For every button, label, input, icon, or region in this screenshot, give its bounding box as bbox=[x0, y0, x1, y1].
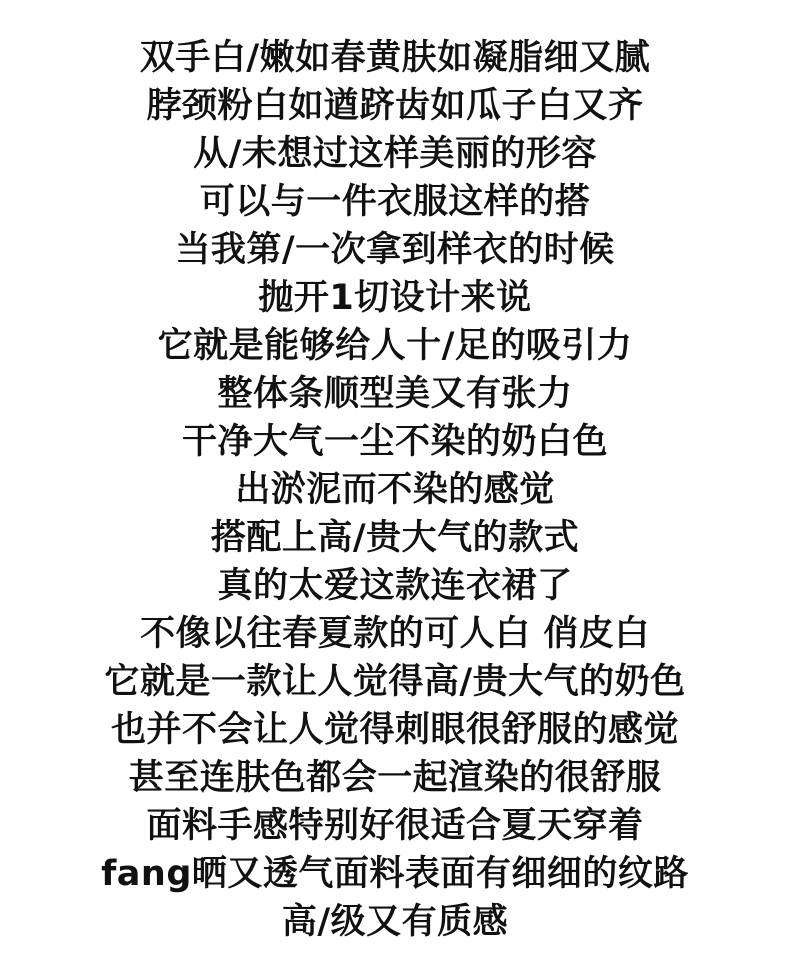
text-line: 可以与一件衣服这样的搭 bbox=[199, 182, 591, 222]
text-line: 出淤泥而不染的感觉 bbox=[235, 470, 555, 510]
text-line: 也并不会让人觉得刺眼很舒服的感觉 bbox=[110, 710, 679, 750]
text-line: 从/未想过这样美丽的形容 bbox=[193, 134, 597, 174]
text-line: 不像以往春夏款的可人白 俏皮白 bbox=[140, 614, 650, 654]
text-line: 甚至连肤色都会一起渲染的很舒服 bbox=[128, 758, 662, 798]
text-line: 真的太爱这款连衣裙了 bbox=[217, 566, 573, 606]
text-line: 搭配上高/贵大气的款式 bbox=[210, 518, 580, 558]
text-line: 抛开1切设计来说 bbox=[258, 278, 532, 318]
text-line: 当我第/一次拿到样衣的时候 bbox=[175, 230, 615, 270]
text-line: 整体条顺型美又有张力 bbox=[217, 374, 573, 414]
text-line: 脖颈粉白如遒跻齿如瓜子白又齐 bbox=[146, 86, 644, 126]
text-line: 面料手感特别好很适合夏天穿着 bbox=[146, 806, 644, 846]
text-line: 高/级又有质感 bbox=[281, 902, 509, 942]
text-block bbox=[0, 34, 790, 946]
text-line: 干净大气一尘不染的奶白色 bbox=[181, 422, 608, 462]
text-line: 它就是能够给人十/足的吸引力 bbox=[157, 326, 633, 366]
text-line: fang晒又透气面料表面有细细的纹路 bbox=[101, 854, 689, 894]
text-line: 它就是一款让人觉得高/贵大气的奶色 bbox=[104, 662, 686, 702]
text-line: 双手白/嫩如春黄肤如凝脂细又腻 bbox=[139, 38, 651, 78]
